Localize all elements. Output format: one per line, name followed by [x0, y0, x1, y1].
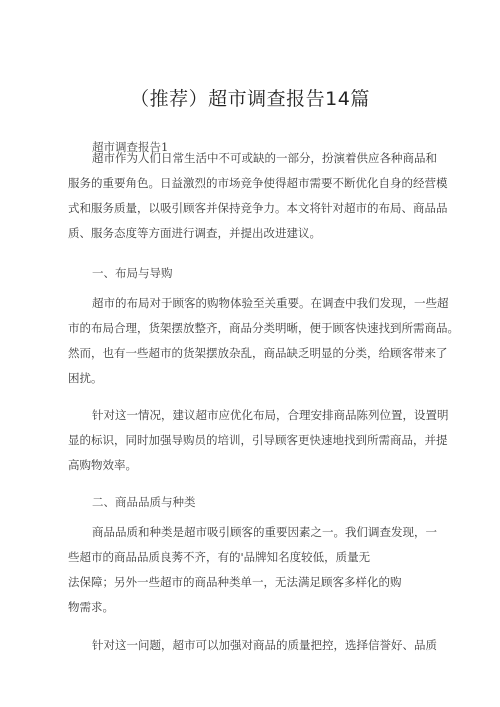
text-line: 服务的重要角色。日益激烈的市场竞争使得超市需要不断优化自身的经营模 [68, 176, 448, 190]
text-line: 商品品质和种类是超市吸引顾客的重要因素之一。我们调查发现，一 [92, 525, 437, 539]
paragraph-layout-cont [68, 316, 459, 391]
paragraph-quality-cont [68, 545, 440, 620]
text-line: 些超市的商品品质良莠不齐，有的'品牌知名度较低，质量无 [68, 550, 371, 564]
text-line: 超市的布局对于顾客的购物体验至关重要。在调查中我们发现，一些超 [92, 296, 449, 310]
section-heading-layout: 一、布局与导购 [92, 266, 173, 280]
section-heading-quality: 二、商品品质与种类 [92, 495, 196, 509]
paragraph-layout-suggestion-cont [68, 428, 448, 478]
text-line: 式和服务质量，以吸引顾客并保持竞争力。本文将针对超市的布局、商品品 [68, 201, 448, 215]
paragraph-layout-suggestion [68, 403, 449, 428]
text-line: 质、服务态度等方面进行调查，并提出改进建议。 [68, 226, 321, 240]
text-line: 显的标识，同时加强导购员的培训，引导顾客更快速地找到所需商品，并提 [68, 433, 448, 447]
text-line: 市的布局合理，货架摆放整齐，商品分类明晰，便于顾客快速找到所需商品。 [68, 321, 459, 335]
document-title: （推荐）超市调查报告14篇 [130, 88, 370, 110]
text-line: 超市作为人们日常生活中不可或缺的一部分，扮演着供应各种商品和 [92, 151, 437, 165]
paragraph-quality [68, 520, 440, 545]
paragraph-intro [68, 146, 440, 171]
report-subtitle: 超市调查报告1 [92, 140, 169, 154]
text-line: 困扰。 [68, 371, 103, 385]
text-line: 物需求。 [68, 600, 114, 614]
paragraph-quality-suggestion [68, 633, 440, 658]
text-line: 法保障；另外一些超市的商品种类单一，无法满足顾客多样化的购 [68, 575, 402, 589]
text-line: 针对这一情况，建议超市应优化布局，合理安排商品陈列位置，设置明 [92, 408, 449, 422]
text-line: 高购物效率。 [68, 458, 137, 472]
text-line: 针对这一问题，超市可以加强对商品的质量把控，选择信誉好、品质 [92, 638, 437, 652]
text-line: 然而，也有一些超市的货架摆放杂乱，商品缺乏明显的分类，给顾客带来了 [68, 346, 448, 360]
paragraph-layout [68, 291, 449, 316]
paragraph-intro-cont [68, 171, 448, 246]
